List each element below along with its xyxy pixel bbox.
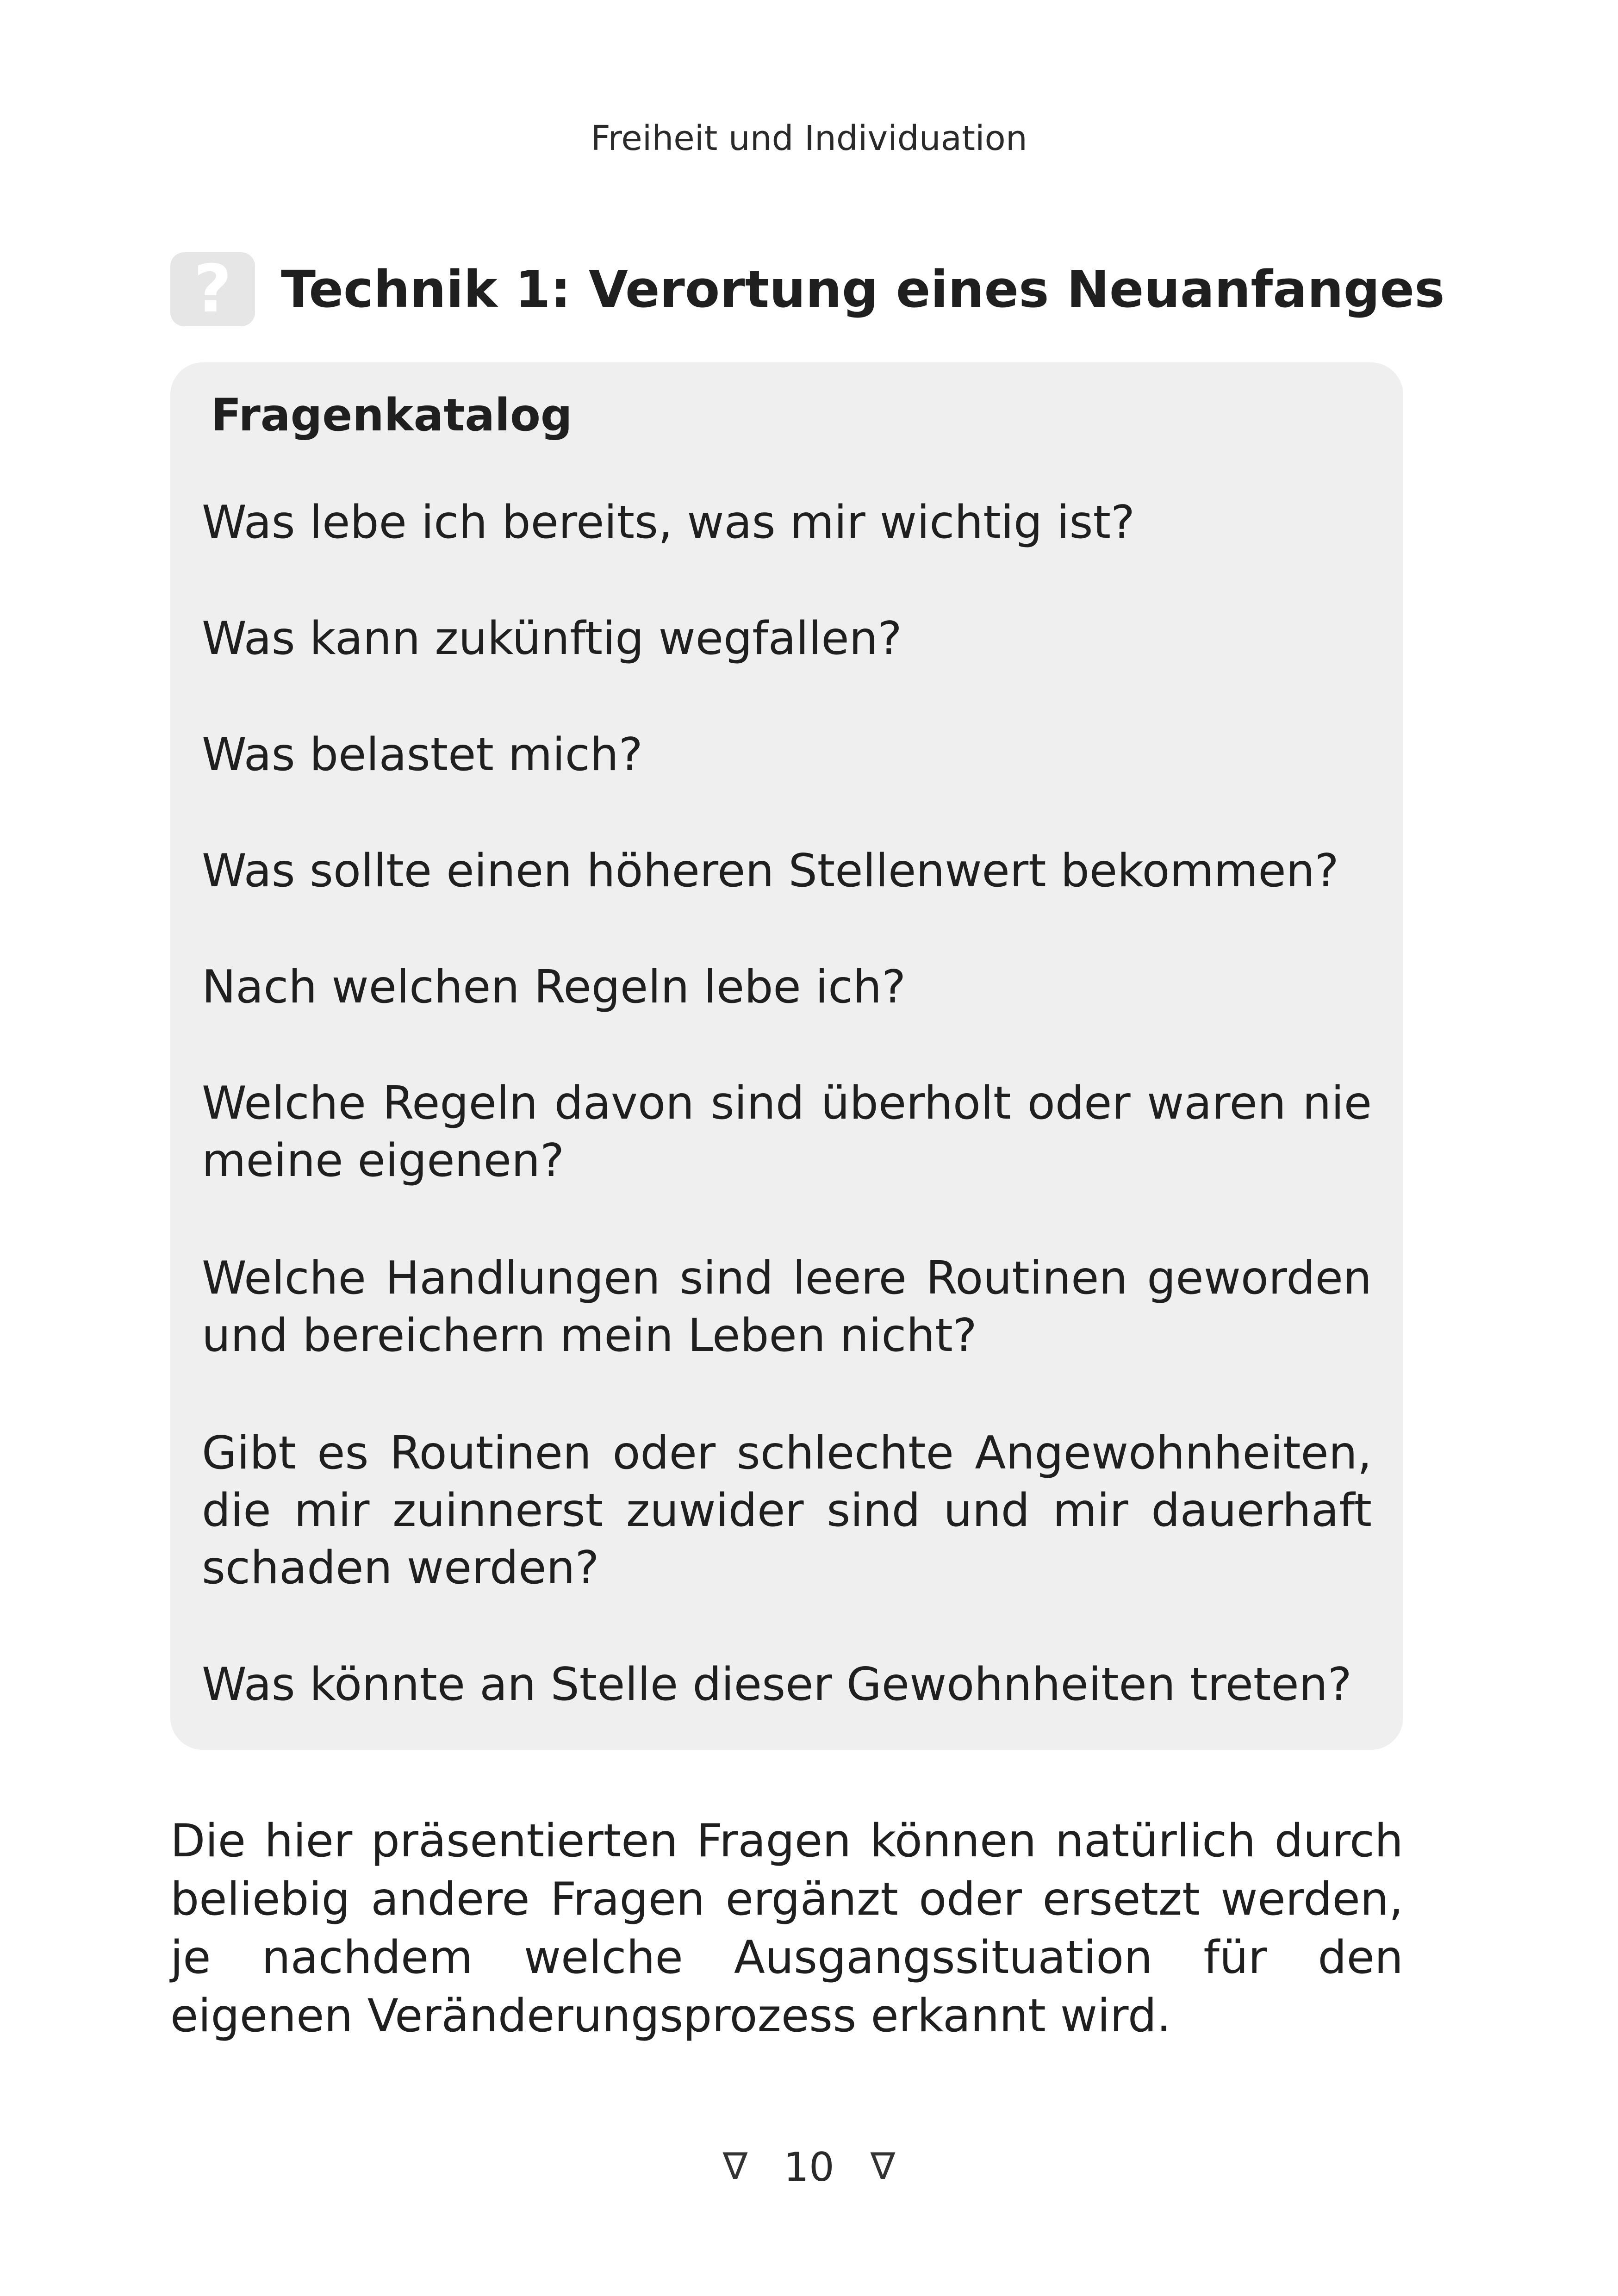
footer-triangle-icon: ∇: [722, 2145, 748, 2188]
question-item: Nach welchen Regeln lebe ich?: [202, 961, 906, 1014]
question-mark-icon: ?: [170, 252, 255, 326]
question-item: Was kann zukünftig wegfallen?: [202, 612, 902, 665]
question-item: Was belastet mich?: [202, 728, 643, 781]
question-item: Welche Regeln davon sind überholt oder waren nie meine eigenen?: [202, 1077, 1372, 1187]
question-catalog-box: [170, 362, 1403, 1750]
section-title: Technik 1: Verortung eines Neuanfanges: [281, 260, 1445, 319]
running-head: Freiheit und Individuation: [591, 118, 1027, 158]
footer-triangle-icon: ∇: [870, 2145, 896, 2188]
page-footer: [0, 2144, 1618, 2190]
page-number: 10: [784, 2144, 834, 2190]
question-item: Was sollte einen höheren Stellenwert bekommen?: [202, 845, 1339, 897]
catalog-heading: Fragenkatalog: [211, 389, 573, 441]
question-item: Welche Handlungen sind leere Routinen geworden und bereichern mein Leben nicht?: [202, 1252, 1372, 1362]
section-title-row: [170, 252, 1445, 326]
question-item: Was könnte an Stelle dieser Gewohnheiten treten?: [202, 1658, 1352, 1711]
body-paragraph: Die hier präsentierten Fragen können natürlich durch beliebig andere Fragen ergänzt oder ersetzt werden, je nachdem welche Ausgangssituation für den eigenen Veränderungsprozess erkannt wird.: [170, 1815, 1403, 2042]
question-item: Gibt es Routinen oder schlechte Angewohnheiten, die mir zuinnerst zuwider sind und mir dauerhaft schaden werden?: [202, 1427, 1372, 1594]
question-item: Was lebe ich bereits, was mir wichtig ist?: [202, 496, 1135, 549]
